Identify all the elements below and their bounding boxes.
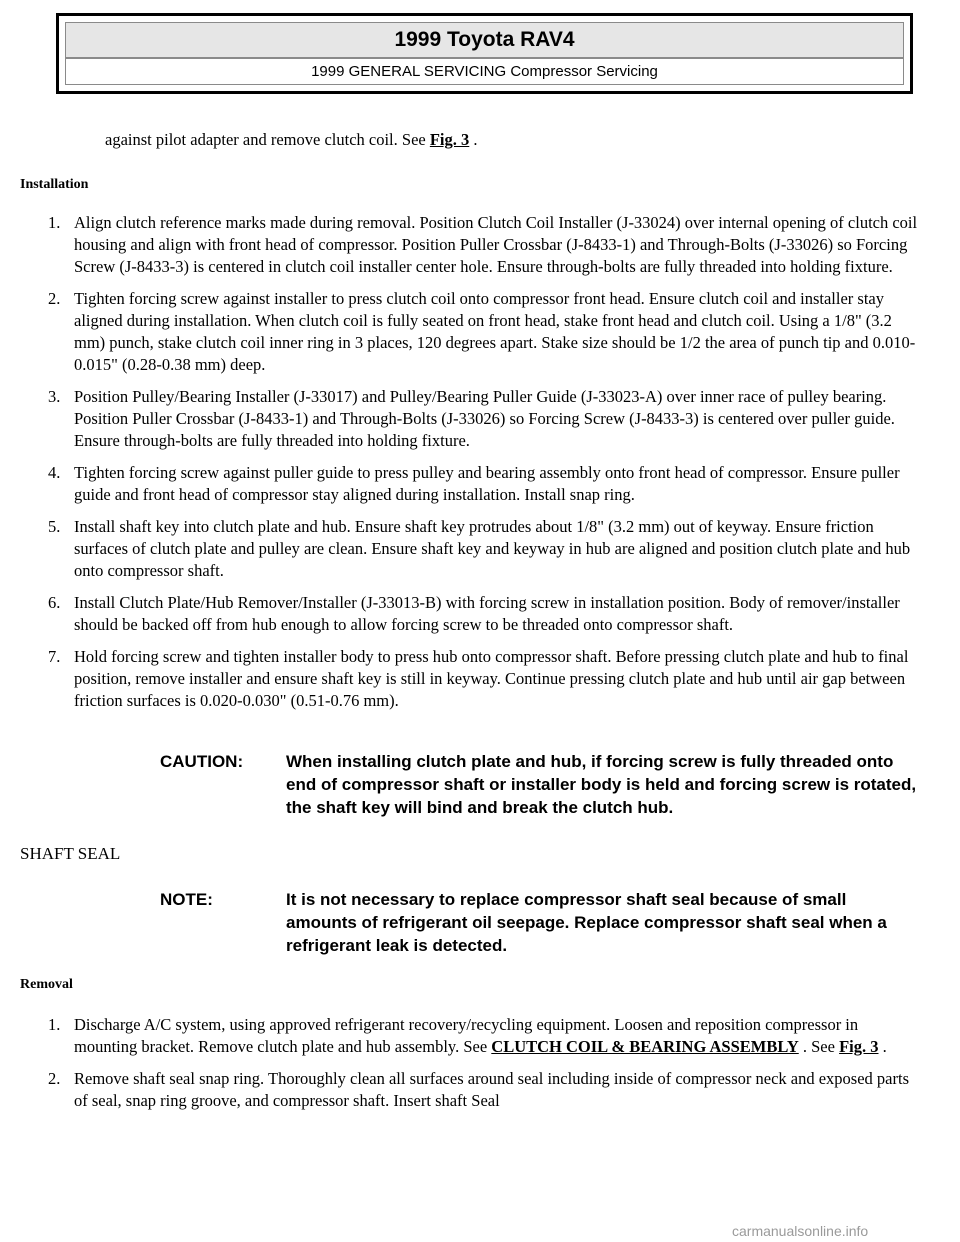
step-number: 1.: [48, 1015, 61, 1034]
step-number: 2.: [48, 289, 61, 308]
list-item: [48, 1014, 920, 1058]
removal-steps: [48, 1014, 920, 1122]
note-text: It is not necessary to replace compressor shaft seal because of small amounts of refrigerant oil seepage. Replace compressor shaft seal when a refrigerant leak is detected.: [286, 890, 887, 955]
continuation-text: against pilot adapter and remove clutch coil. See: [105, 130, 430, 149]
step-number: 2.: [48, 1069, 61, 1088]
step-text: Hold forcing screw and tighten installer body to press hub onto compressor shaft. Before pressing clutch plate and hub to final position, remove installer and ensure shaft key is still in keyway. Continue pressing clutch plate and hub until air gap between friction surfaces is 0.020-0.030" (0.51-0.76 mm).: [74, 647, 909, 710]
step-number: 7.: [48, 647, 61, 666]
step-text: Position Pulley/Bearing Installer (J-33017) and Pulley/Bearing Puller Guide (J-33023-A) over inner race of pulley bearing. Position Puller Crossbar (J-8433-1) and Through-Bolts (J-33026) so Forcing Screw (J-8433-3) is centered over puller guide. Ensure through-bolts are fully threaded into holding fixture.: [74, 387, 895, 450]
note-box: [160, 888, 920, 957]
list-item: [48, 646, 920, 712]
installation-steps: [48, 212, 920, 722]
document-subtitle: 1999 GENERAL SERVICING Compressor Servicing: [65, 58, 904, 85]
step-text: Align clutch reference marks made during removal. Position Clutch Coil Installer (J-33024) over internal opening of clutch coil housing and align with front head of compressor. Position Puller Crossbar (J-8433-1) and Through-Bolts (J-33026) so Forcing Screw (J-8433-3) is centered in clutch coil installer center hole. Ensure through-bolts are fully threaded into holding fixture.: [74, 213, 918, 276]
step-text-mid: . See: [798, 1037, 840, 1056]
clutch-coil-bearing-link[interactable]: CLUTCH COIL & BEARING ASSEMBLY: [491, 1037, 799, 1056]
list-item: [48, 516, 920, 582]
step-text: Tighten forcing screw against installer to press clutch coil onto compressor front head. Ensure clutch coil and installer stay aligned during installation. When clutch coil is fully seated on front head, stake front head and clutch coil. Using a 1/8" (3.2 mm) punch, stake clutch coil inner ring in 3 places, 120 degrees apart. Stake size should be 1/2 the area of punch tip and 0.010-0.015" (0.28-0.38 mm) deep.: [74, 289, 916, 374]
list-item: [48, 462, 920, 506]
step-text: Discharge A/C system, using approved refrigerant recovery/recycling equipment. Loosen and reposition compressor in mounting bracket. Remove clutch plate and hub assembly. See: [74, 1015, 859, 1056]
list-item: [48, 1068, 920, 1112]
step-number: 1.: [48, 213, 61, 232]
step-number: 3.: [48, 387, 61, 406]
document-title: 1999 Toyota RAV4: [65, 22, 904, 58]
watermark: carmanualsonline.info: [732, 1223, 869, 1239]
step-text-after: .: [878, 1037, 887, 1056]
step-number: 5.: [48, 517, 61, 536]
list-item: [48, 592, 920, 636]
step-text: Install shaft key into clutch plate and hub. Ensure shaft key protrudes about 1/8" (3.2 mm) out of keyway. Ensure friction surfaces of clutch plate and pulley are clean. Ensure shaft key and keyway in hub are aligned and position clutch plate and hub onto compressor shaft.: [74, 517, 911, 580]
caution-box: [160, 750, 920, 819]
caution-label: CAUTION:: [160, 752, 244, 771]
list-item: [48, 212, 920, 278]
continuation-after: .: [469, 130, 478, 149]
note-label: NOTE:: [160, 890, 213, 909]
step-number: 4.: [48, 463, 61, 482]
step-number: 6.: [48, 593, 61, 612]
installation-heading: Installation: [20, 177, 89, 192]
step-text: Tighten forcing screw against puller guide to press pulley and bearing assembly onto front head of compressor. Ensure puller guide and front head of compressor stay aligned during installation. Install snap ring.: [74, 463, 900, 504]
step-text: Install Clutch Plate/Hub Remover/Installer (J-33013-B) with forcing screw in installation position. Body of remover/installer should be backed off from hub enough to allow forcing screw to be threaded onto compressor shaft.: [74, 593, 900, 634]
fig-3-link[interactable]: Fig. 3: [839, 1037, 879, 1056]
continuation-paragraph: [105, 130, 478, 150]
caution-text: When installing clutch plate and hub, if forcing screw is fully threaded onto end of compressor shaft or installer body is held and forcing screw is rotated, the shaft key will bind and break the clutch hub.: [286, 752, 917, 817]
page-header: [56, 13, 913, 94]
list-item: [48, 386, 920, 452]
list-item: [48, 288, 920, 376]
shaft-seal-heading: SHAFT SEAL: [20, 844, 121, 863]
step-text: Remove shaft seal snap ring. Thoroughly clean all surfaces around seal including inside of compressor neck and exposed parts of seal, snap ring groove, and compressor shaft. Insert shaft Seal: [74, 1069, 909, 1110]
fig-3-link[interactable]: Fig. 3: [429, 130, 470, 149]
removal-heading: Removal: [20, 977, 73, 992]
